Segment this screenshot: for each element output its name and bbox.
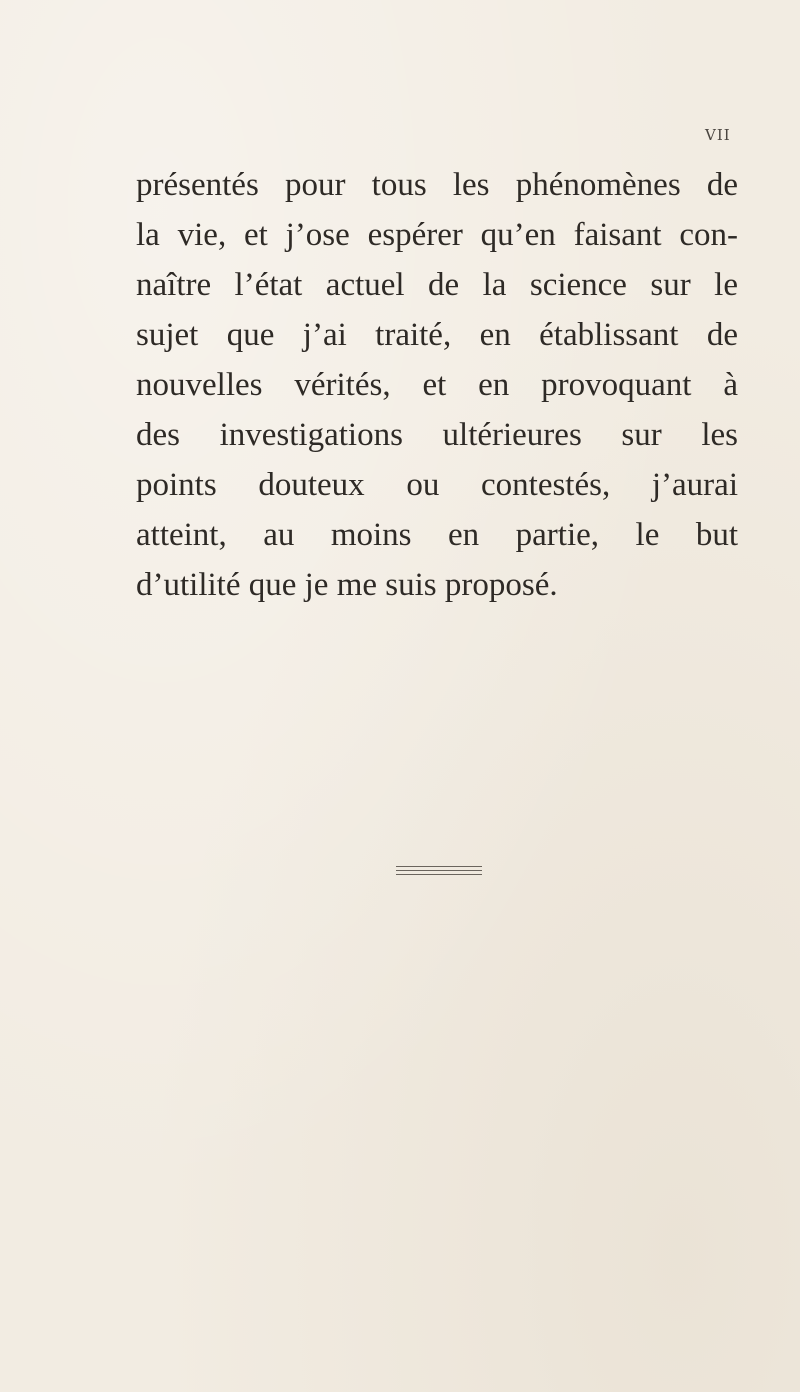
text-line: nouvelles vérités, et en provoquant à bbox=[136, 367, 738, 403]
paragraph bbox=[136, 160, 738, 610]
text-line: des investigations ultérieures sur les bbox=[136, 417, 738, 453]
text-line: présentés pour tous les phénomènes de bbox=[136, 167, 738, 203]
text-line: naître l’état actuel de la science sur le bbox=[136, 267, 738, 303]
end-ornament-rule bbox=[396, 870, 482, 871]
text-line: la vie, et j’ose espérer qu’en faisant con- bbox=[136, 217, 738, 253]
text-line: atteint, au moins en partie, le but bbox=[136, 517, 738, 553]
end-ornament-rule bbox=[396, 866, 482, 867]
text-line: d’utilité que je me suis proposé. bbox=[136, 567, 558, 603]
text-line: points douteux ou contestés, j’aurai bbox=[136, 467, 738, 503]
end-ornament-rule bbox=[396, 874, 482, 875]
text-line: sujet que j’ai traité, en établissant de bbox=[136, 317, 738, 353]
page-number: VII bbox=[705, 126, 731, 144]
